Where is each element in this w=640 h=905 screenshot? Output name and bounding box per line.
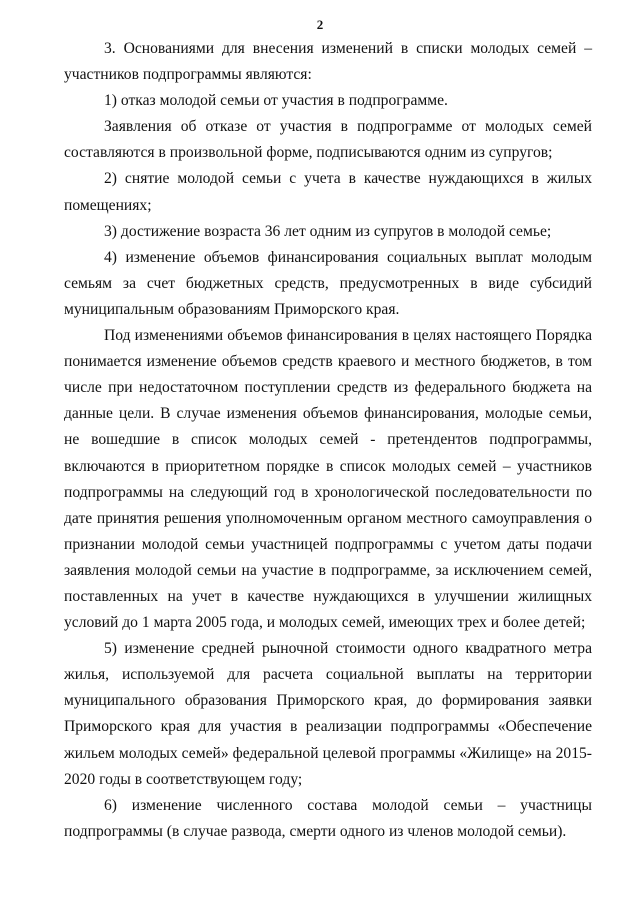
paragraph-item-4: 4) изменение объемов финансирования социальных выплат молодым семьям за счет бюджетных средств, предусмотренных в виде субсидий муниципальным образованиям Приморского края. <box>64 248 592 318</box>
paragraph-item-1-note: Заявления об отказе от участия в подпрограмме от молодых семей составляются в произвольной форме, подписываются одним из супругов; <box>64 118 592 162</box>
paragraph-item-5: 5) изменение средней рыночной стоимости одного квадратного метра жилья, используемой для расчета социальной выплаты на территории муниципального образования Приморского края, до формирования заявки Приморского края для участия в реализации подпрограммы «Обеспечение жильем молодых семей» федеральной целевой программы «Жилище» на 2015-2020 годы в соответствующем году; <box>64 640 592 788</box>
paragraph-clause-3-intro: 3. Основаниями для внесения изменений в списки молодых семей – участников подпрограммы являются: <box>64 40 592 84</box>
paragraph-item-4-definition: Под изменениями объемов финансирования в целях настоящего Порядка понимается изменение объемов средств краевого и местного бюджетов, в том числе при недостаточном поступлении средств из федерального бюджета на данные цели. В случае изменения объемов финансирования, молодые семьи, не вошедшие в список молодых семей - претендентов подпрограммы, включаются в приоритетном порядке в список молодых семей – участников подпрограммы на следующий год в хронологической последовательности по дате принятия решения уполномоченным органом местного самоуправления о признании молодой семьи участницей подпрограммы с учетом даты подачи заявления молодой семьи на участие в подпрограмме, за исключением семей, поставленных на учет в качестве нуждающихся в улучшении жилищных условий до 1 марта 2005 года, и молодых семей, имеющих трех и более детей; <box>64 327 592 632</box>
paragraph-item-2: 2) снятие молодой семьи с учета в качестве нуждающихся в жилых помещениях; <box>64 170 592 214</box>
page-number: 2 <box>316 17 324 32</box>
paragraph-item-3: 3) достижение возраста 36 лет одним из супругов в молодой семье; <box>104 222 552 240</box>
paragraph-item-6: 6) изменение численного состава молодой семьи – участницы подпрограммы (в случае развода, смерти одного из членов молодой семьи). <box>64 796 592 840</box>
document-body <box>64 36 592 845</box>
paragraph-item-1: 1) отказ молодой семьи от участия в подпрограмме. <box>104 92 448 110</box>
